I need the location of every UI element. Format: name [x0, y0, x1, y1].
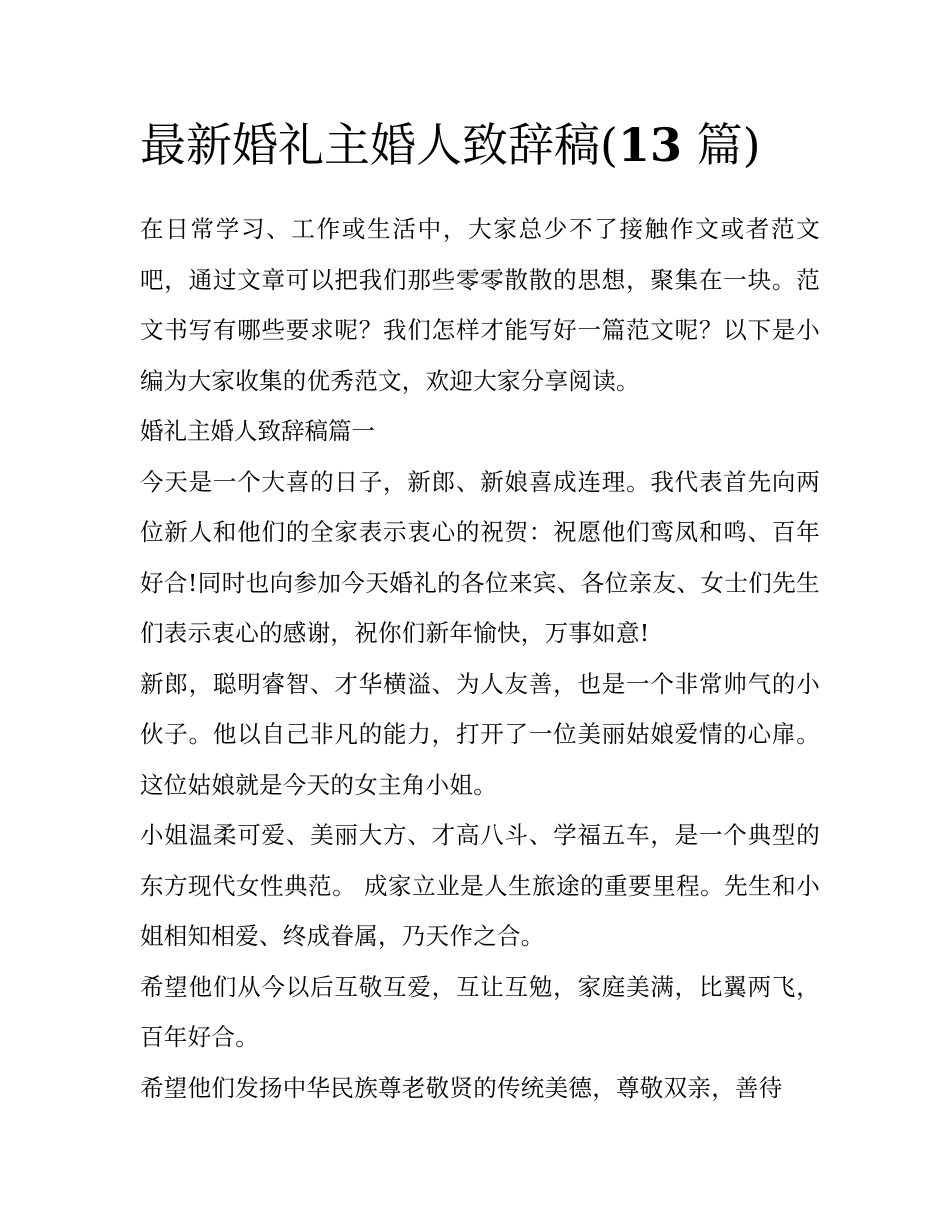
body-paragraph: 今天是一个大喜的日子，新郎、新娘喜成连理。我代表首先向两位新人和他们的全家表示衷心的祝贺：祝愿他们鸾凤和鸣、百年好合!同时也向参加今天婚礼的各位来宾、各位亲友、女士们先生们表示衷心的感谢，祝你们新年愉快，万事如意!	[140, 467, 820, 647]
title-main-text: 最新婚礼主婚人致辞稿(	[140, 118, 618, 172]
body-paragraph: 希望他们从今以后互敬互爱，互让互勉，家庭美满，比翼两飞，百年好合。	[140, 972, 820, 1051]
body-paragraph: 小姐温柔可爱、美丽大方、才高八斗、学福五车，是一个典型的东方现代女性典范。 成家立业是人生旅途的重要里程。先生和小姐相知相爱、终成眷属，乃天作之合。	[140, 821, 820, 950]
document-page	[140, 112, 820, 1113]
title-count: 13	[617, 118, 682, 172]
body-paragraph: 希望他们发扬中华民族尊老敬贤的传统美德，尊敬双亲，善待	[140, 1073, 783, 1102]
document-title	[140, 112, 820, 178]
intro-paragraph: 在日常学习、工作或生活中，大家总少不了接触作文或者范文吧，通过文章可以把我们那些零零散散的思想，聚集在一块。范文书写有哪些要求呢？我们怎样才能写好一篇范文呢？以下是小编为大家收集的优秀范文，欢迎大家分享阅读。	[140, 215, 820, 395]
body-paragraph: 新郎，聪明睿智、才华横溢、为人友善，也是一个非常帅气的小伙子。他以自己非凡的能力，打开了一位美丽姑娘爱情的心扉。这位姑娘就是今天的女主角小姐。	[140, 669, 820, 799]
section-heading: 婚礼主婚人致辞稿篇一	[140, 417, 375, 445]
title-tail-text: 篇)	[681, 118, 761, 172]
